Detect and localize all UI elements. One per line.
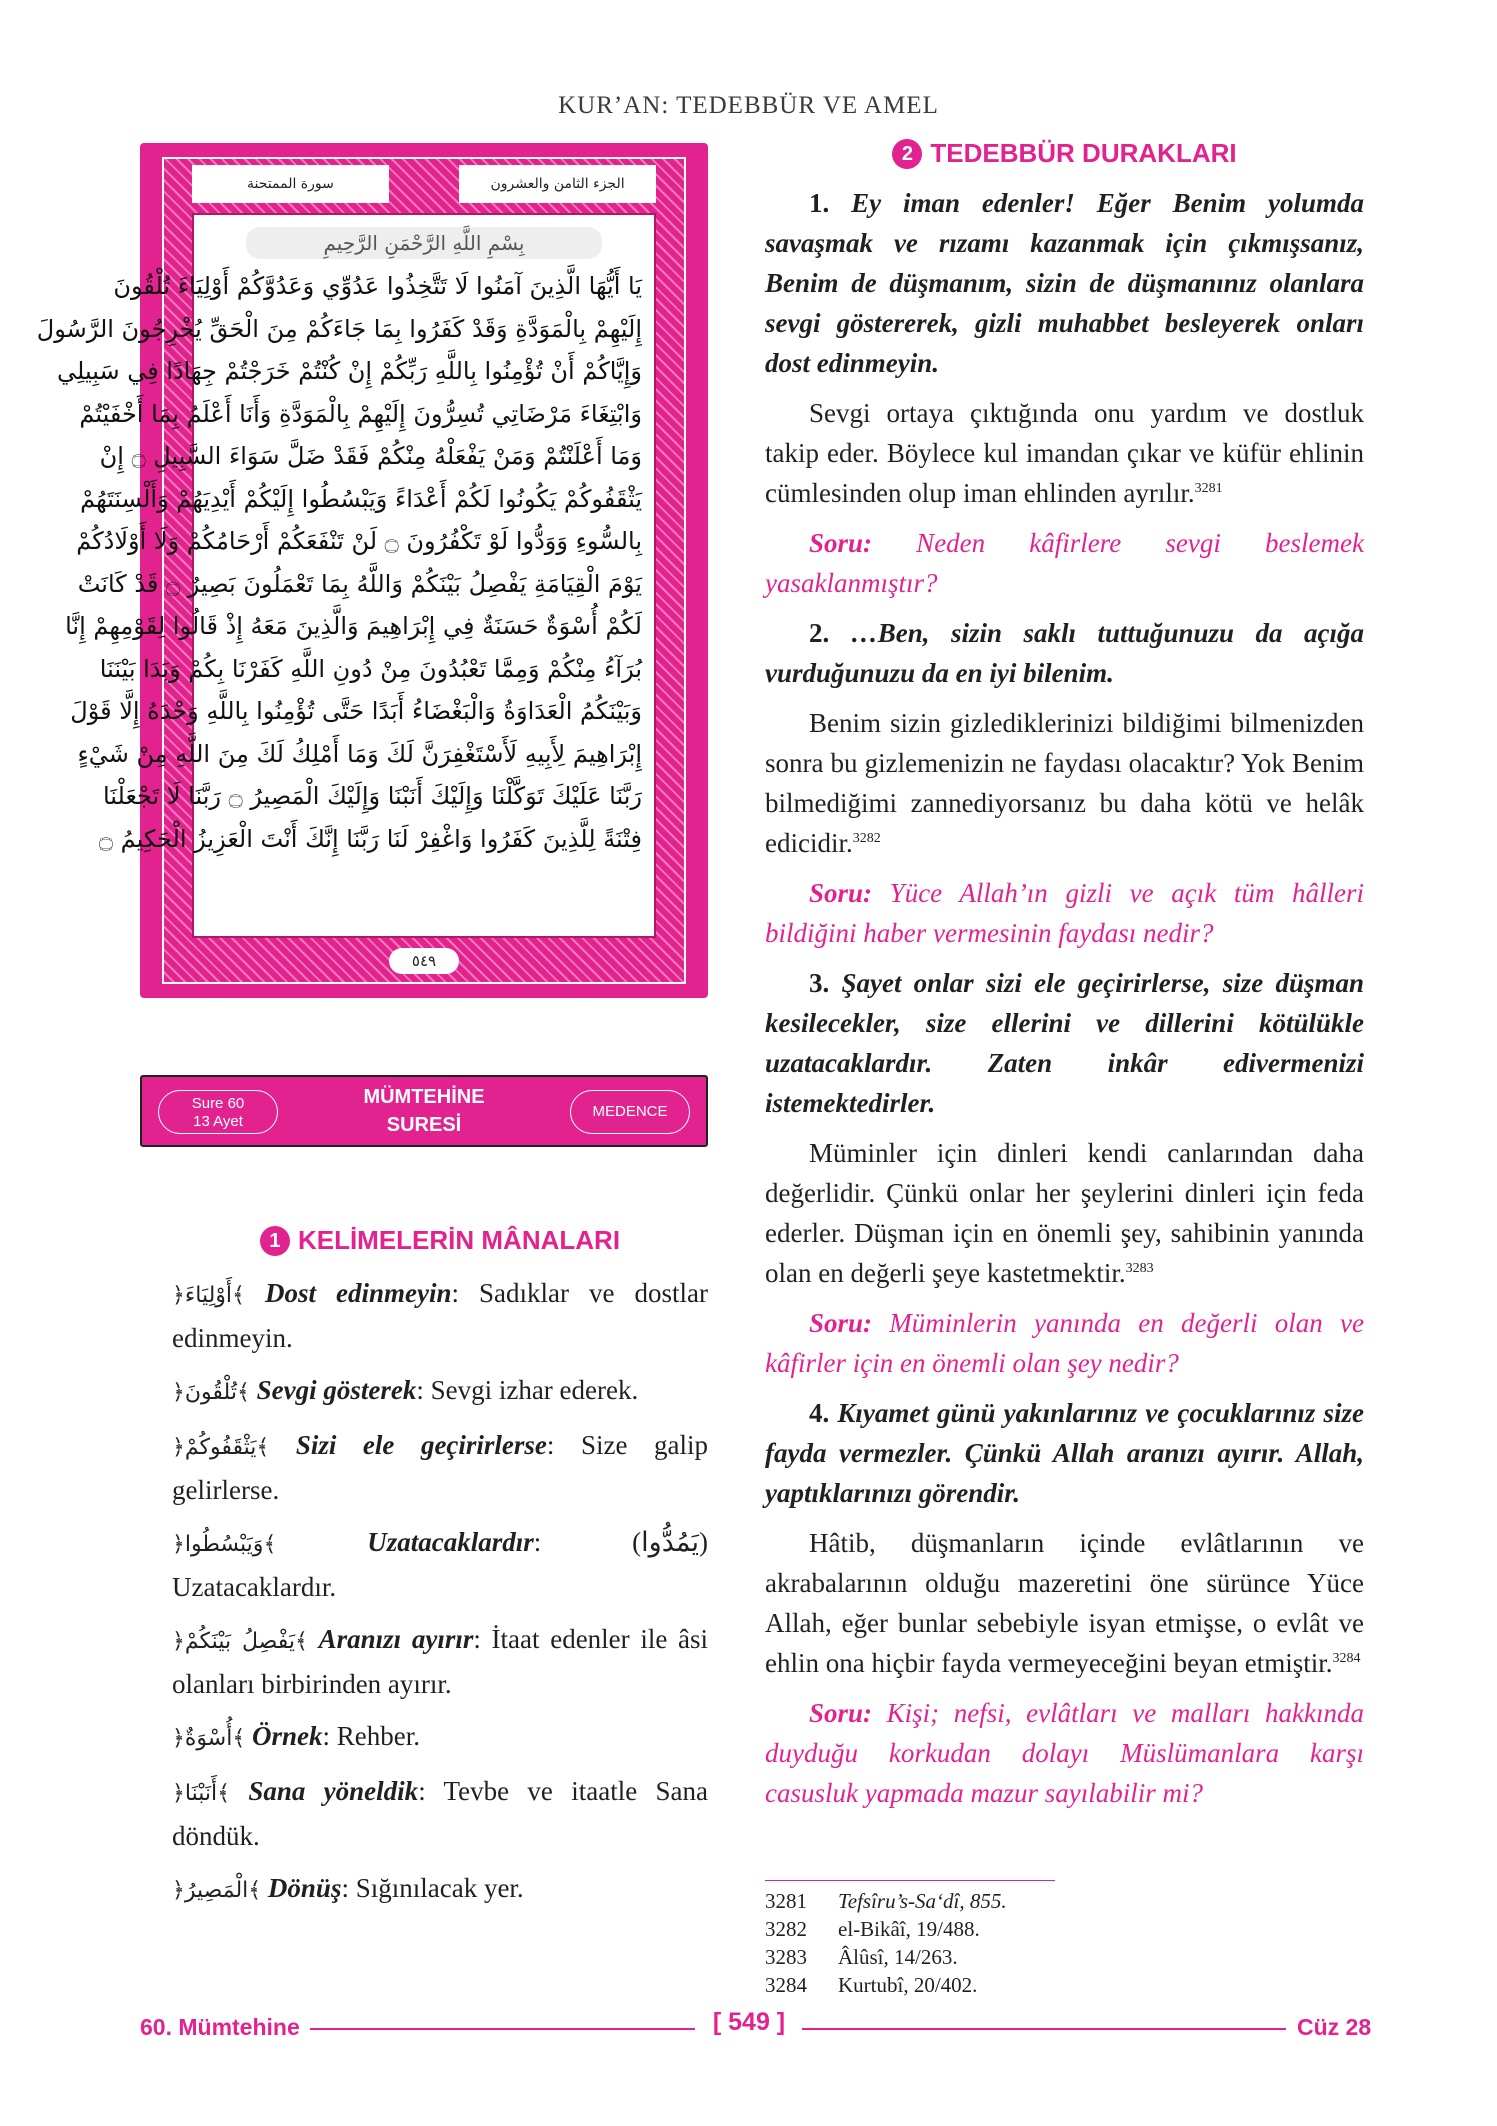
section-title: KELİMELERİN MÂNALARI — [297, 1225, 621, 1255]
definition-meaning: : (يَمُدُّوا) Uzatacaklardır. — [172, 1527, 708, 1602]
arabic-word: ﴿وَيَبْسُطُوا﴾ — [172, 1532, 277, 1557]
definition-meaning: : Size galip gelirlerse. — [172, 1430, 709, 1505]
arabic-word: ﴿يَفْصِلُ بَيْنَكُمْ﴾ — [172, 1629, 308, 1654]
definition-term: Sizi ele geçirirlerse — [295, 1430, 547, 1460]
definition-meaning: : Sadıklar ve dostlar edinmeyin. — [172, 1278, 709, 1353]
footer-surah: 60. Mümtehine — [140, 2014, 300, 2040]
explanation-text: Benim sizin gizlediklerinizi bildiğimi bilmenizden sonra bu gizlemenizin ne faydası olacaktır? Yok Benim bilmediğimi zannediyorsanız bu daha kötü ve helâk edicidir. — [765, 708, 1364, 858]
question-label: Soru: — [809, 1308, 873, 1338]
explanation-text: Hâtib, düşmanların içinde evlâtlarının ve akrabalarının olduğu mazeretini öne sürünce Yüce Allah, eğer bunlar sebebiyle isyan etmişse, o evlât ve ehlin ona hiçbir fayda vermeyeceğini beyan etmiştir. — [765, 1528, 1364, 1678]
footnote-ref: 3284 — [1332, 1651, 1361, 1666]
definition-term: Sevgi gösterek — [256, 1375, 417, 1405]
surah-info-pill — [158, 1090, 278, 1134]
footnote — [765, 1887, 1364, 1915]
mushaf-ornament-border — [36, 157, 686, 984]
surah-title-line2: SURESİ — [386, 1114, 462, 1136]
definition-meaning: : Sığınılacak yer. — [341, 1873, 524, 1903]
footnote-ref: 3283 — [1125, 1261, 1154, 1276]
explanation — [765, 393, 1364, 513]
ayah-count: 13 Ayet — [193, 1113, 243, 1130]
explanation — [765, 1523, 1364, 1683]
footnote-text: Tefsîru’s-Sa‘dî, 855. — [838, 1889, 1007, 1913]
mushaf-juz-name: الجزء الثامن والعشرون — [459, 165, 656, 203]
mushaf-line: لَكُمْ أُسْوَةٌ حَسَنَةٌ فِي إِبْرَاهِيمَ وَالَّذِينَ مَعَهُ إِذْ قَالُوا لِقَوْمِهِمْ إِنَّا — [65, 612, 642, 640]
footnote-number: 3281 — [765, 1889, 807, 1913]
mushaf-page-number: ٥٤٩ — [389, 948, 459, 974]
question-label: Soru: — [809, 1698, 873, 1728]
mushaf-line: وَابْتِغَاءَ مَرْضَاتِي تُسِرُّونَ إِلَيْهِمْ بِالْمَوَدَّةِ وَأَنَا أَعْلَمُ بِمَا أَخْفَيْتُمْ — [79, 399, 642, 428]
section-title: TEDEBBÜR DURAKLARI — [930, 138, 1237, 168]
footnote-ref: 3282 — [852, 831, 881, 846]
definition-meaning: : Rehber. — [322, 1721, 420, 1751]
mushaf-line: بِالسُّوءِ وَوَدُّوا لَوْ تَكْفُرُونَ ۝ لَنْ تَنْفَعَكُمْ أَرْحَامُكُمْ وَلَا أَوْلَادُكُمْ — [76, 527, 642, 555]
footer-juz: Cüz 28 — [1297, 2014, 1372, 2040]
mushaf-line: وَبَيْنَكُمُ الْعَدَاوَةُ وَالْبَغْضَاءُ أَبَدًا حَتَّى تُؤْمِنُوا بِاللَّهِ وَحْدَهُ إِلَّا قَوْلَ — [70, 697, 642, 725]
surah-banner — [140, 1075, 708, 1147]
definition-term: Örnek — [251, 1721, 323, 1751]
explanation — [765, 703, 1364, 863]
verse-text: Şayet onlar sizi ele geçirirlerse, size düşman kesilecekler, size ellerini ve dillerini kötülükle uzatacaklardır. Zaten inkâr edivermenizi istemektedirler. — [765, 968, 1364, 1118]
section-number-badge: 1 — [260, 1226, 290, 1256]
definition-item — [172, 1521, 708, 1608]
surah-title-line1: MÜMTEHİNE — [363, 1086, 485, 1108]
verse-text: …Ben, sizin saklı tuttuğunuzu da açığa vurduğunuzu da en iyi bilenim. — [765, 618, 1365, 688]
arabic-word: ﴿أَوْلِيَاءَ﴾ — [172, 1283, 245, 1308]
footer-page-number: [ 549 ] — [712, 2008, 786, 2036]
arabic-word: ﴿تُلْقُونَ﴾ — [172, 1380, 250, 1405]
footnote — [765, 1915, 1364, 1943]
verse-translation — [765, 1393, 1364, 1513]
footer-rule-right — [802, 2028, 1286, 2030]
word-meanings-column — [172, 1225, 708, 1922]
stop-number: 3. — [809, 968, 830, 998]
arabic-word: ﴿يَثْقَفُوكُمْ﴾ — [172, 1435, 270, 1460]
definition-item — [172, 1715, 708, 1760]
question-text: Müminlerin yanında en değerli olan ve kâfirler için en önemli olan şey nedir? — [765, 1308, 1364, 1378]
footnote — [765, 1971, 1364, 1999]
mushaf-line: رَبَّنَا عَلَيْكَ تَوَكَّلْنَا وَإِلَيْكَ أَنَبْنَا وَإِلَيْكَ الْمَصِيرُ ۝ رَبَّنَا لَا تَجْعَلْنَا — [102, 782, 642, 810]
footer-rule-left — [310, 2028, 695, 2030]
question — [765, 1693, 1364, 1813]
footnotes — [765, 1887, 1364, 1999]
definition-term: Uzatacaklardır — [367, 1527, 534, 1557]
surah-number: Sure 60 — [191, 1095, 245, 1112]
question — [765, 1303, 1364, 1383]
stop-number: 4. — [809, 1398, 830, 1428]
surah-title — [292, 1083, 556, 1139]
definition-item — [172, 1272, 708, 1359]
question-text: Yüce Allah’ın gizli ve açık tüm hâlleri bildiğini haber vermesinin faydası nedir? — [765, 878, 1364, 948]
mushaf-surah-name: سورة الممتحنة — [192, 165, 389, 203]
question-label: Soru: — [809, 878, 873, 908]
arabic-word: ﴿أَنَبْنَا﴾ — [172, 1781, 230, 1806]
mushaf-line: وَمَا أَعْلَنْتُمْ وَمَنْ يَفْعَلْهُ مِنْكُمْ فَقَدْ ضَلَّ سَوَاءَ السَّبِيلِ ۝ إِنْ — [99, 442, 642, 470]
verse-translation — [765, 613, 1364, 693]
mushaf-header — [192, 165, 656, 205]
question-text: Neden kâfirlere sevgi beslemek yasaklanmıştır? — [765, 528, 1364, 598]
revelation-place-pill: MEDENCE — [570, 1090, 690, 1134]
explanation-text: Sevgi ortaya çıktığında onu yardım ve dostluk takip eder. Böylece kul imandan çıkar ve küfür ehlinin cümlesinden olup iman ehlinden ayrılır. — [765, 398, 1364, 508]
footnote-divider — [765, 1880, 1055, 1881]
mushaf-line: فِتْنَةً لِلَّذِينَ كَفَرُوا وَاغْفِرْ لَنَا رَبَّنَا إِنَّكَ أَنْتَ الْعَزِيزُ الْحَكِيمُ ۝ — [98, 824, 642, 853]
definition-term: Sana yöneldik — [248, 1776, 419, 1806]
mushaf-line: وَإِيَّاكُمْ أَنْ تُؤْمِنُوا بِاللَّهِ رَبِّكُمْ إِنْ كُنْتُمْ خَرَجْتُمْ جِهَادًا فِي سَبِيلِي — [57, 357, 642, 385]
footnote-number: 3284 — [765, 1973, 807, 1997]
verse-translation — [765, 963, 1364, 1123]
footnote-text: el-Bikâî, 19/488. — [838, 1917, 980, 1941]
stop-number: 1. — [809, 188, 830, 218]
reflection-column — [765, 138, 1364, 1823]
question-label: Soru: — [809, 528, 873, 558]
footnote-text: Âlûsî, 14/263. — [838, 1945, 958, 1969]
arabic-word: ﴿الْمَصِيرُ﴾ — [172, 1878, 262, 1903]
mushaf-line: يَوْمَ الْقِيَامَةِ يَفْصِلُ بَيْنَكُمْ وَاللَّهُ بِمَا تَعْمَلُونَ بَصِيرٌ ۝ قَدْ كَانَتْ — [77, 569, 642, 598]
mushaf-page — [36, 143, 708, 998]
definition-term: Dost edinmeyin — [264, 1278, 452, 1308]
mushaf-line: يَا أَيُّهَا الَّذِينَ آمَنُوا لَا تَتَّخِذُوا عَدُوِّي وَعَدُوَّكُمْ أَوْلِيَاءَ تُلْقُونَ — [113, 272, 642, 300]
footnote-text: Kurtubî, 20/402. — [838, 1973, 978, 1997]
explanation — [765, 1133, 1364, 1293]
definition-term: Dönüş — [267, 1873, 342, 1903]
mushaf-line: إِبْرَاهِيمَ لِأَبِيهِ لَأَسْتَغْفِرَنَّ لَكَ وَمَا أَمْلِكُ لَكَ مِنَ اللَّهِ مِنْ شَيْءٍ — [77, 739, 642, 768]
section-heading-reflection — [765, 138, 1364, 169]
definition-item — [172, 1424, 708, 1511]
footnote — [765, 1943, 1364, 1971]
footnote-number: 3283 — [765, 1945, 807, 1969]
section-heading-meanings — [172, 1225, 708, 1256]
mushaf-line: إِلَيْهِمْ بِالْمَوَدَّةِ وَقَدْ كَفَرُوا بِمَا جَاءَكُمْ مِنَ الْحَقِّ يُخْرِجُونَ الرَّسُولَ — [36, 314, 642, 343]
verse-text: Kıyamet günü yakınlarınız ve çocuklarınız size fayda vermezler. Çünkü Allah aranızı ayırır. Allah, yaptıklarınızı görendir. — [765, 1398, 1365, 1508]
verse-translation — [765, 183, 1364, 383]
basmala: بِسْمِ اللَّهِ الرَّحْمَنِ الرَّحِيمِ — [246, 227, 602, 259]
mushaf-text — [36, 213, 656, 938]
definition-item — [172, 1618, 708, 1705]
definition-meaning: : Sevgi izhar ederek. — [416, 1375, 639, 1405]
explanation-text: Müminler için dinleri kendi canlarından daha değerlidir. Çünkü onlar her şeylerini dinleri için feda ederler. Düşman için en önemli şey, sahibinin yanında olan en değerli şeye kastetmektir. — [765, 1138, 1364, 1288]
mushaf-line: يَثْقَفُوكُمْ يَكُونُوا لَكُمْ أَعْدَاءً وَيَبْسُطُوا إِلَيْكُمْ أَيْدِيَهُمْ وَأَلْسِنَتَهُمْ — [80, 484, 642, 513]
question — [765, 523, 1364, 603]
question — [765, 873, 1364, 953]
definition-meaning: : Tevbe ve itaatle Sana döndük. — [172, 1776, 709, 1851]
arabic-word: ﴿أُسْوَةٌ﴾ — [172, 1726, 246, 1751]
stop-number: 2. — [809, 618, 830, 648]
footnote-number: 3282 — [765, 1917, 807, 1941]
definition-term: Aranızı ayırır — [318, 1624, 474, 1654]
running-head: KUR’AN: TEDEBBÜR VE AMEL — [558, 92, 939, 119]
footnote-ref: 3281 — [1194, 481, 1223, 496]
definition-item — [172, 1867, 708, 1912]
section-number-badge: 2 — [892, 139, 922, 169]
definition-meaning: : İtaat edenler ile âsi olanları birbirinden ayırır. — [172, 1624, 709, 1699]
mushaf-line: بُرَآءُ مِنْكُمْ وَمِمَّا تَعْبُدُونَ مِنْ دُونِ اللَّهِ كَفَرْنَا بِكُمْ وَبَدَا بَيْنَنَا — [99, 654, 642, 683]
verse-text: Ey iman edenler! Eğer Benim yolumda savaşmak ve rızamı kazanmak için çıkmışsanız, Benim de düşmanım, sizin de düşmanınız olanlara sevgi göstererek, gizli muhabbet besleyerek onları dost edinmeyin. — [765, 188, 1364, 378]
definition-item — [172, 1770, 708, 1857]
definition-item — [172, 1369, 708, 1414]
question-text: Kişi; nefsi, evlâtları ve malları hakkında duyduğu korkudan dolayı Müslümanlara karşı casusluk yapmada mazur sayılabilir mi? — [765, 1698, 1364, 1808]
